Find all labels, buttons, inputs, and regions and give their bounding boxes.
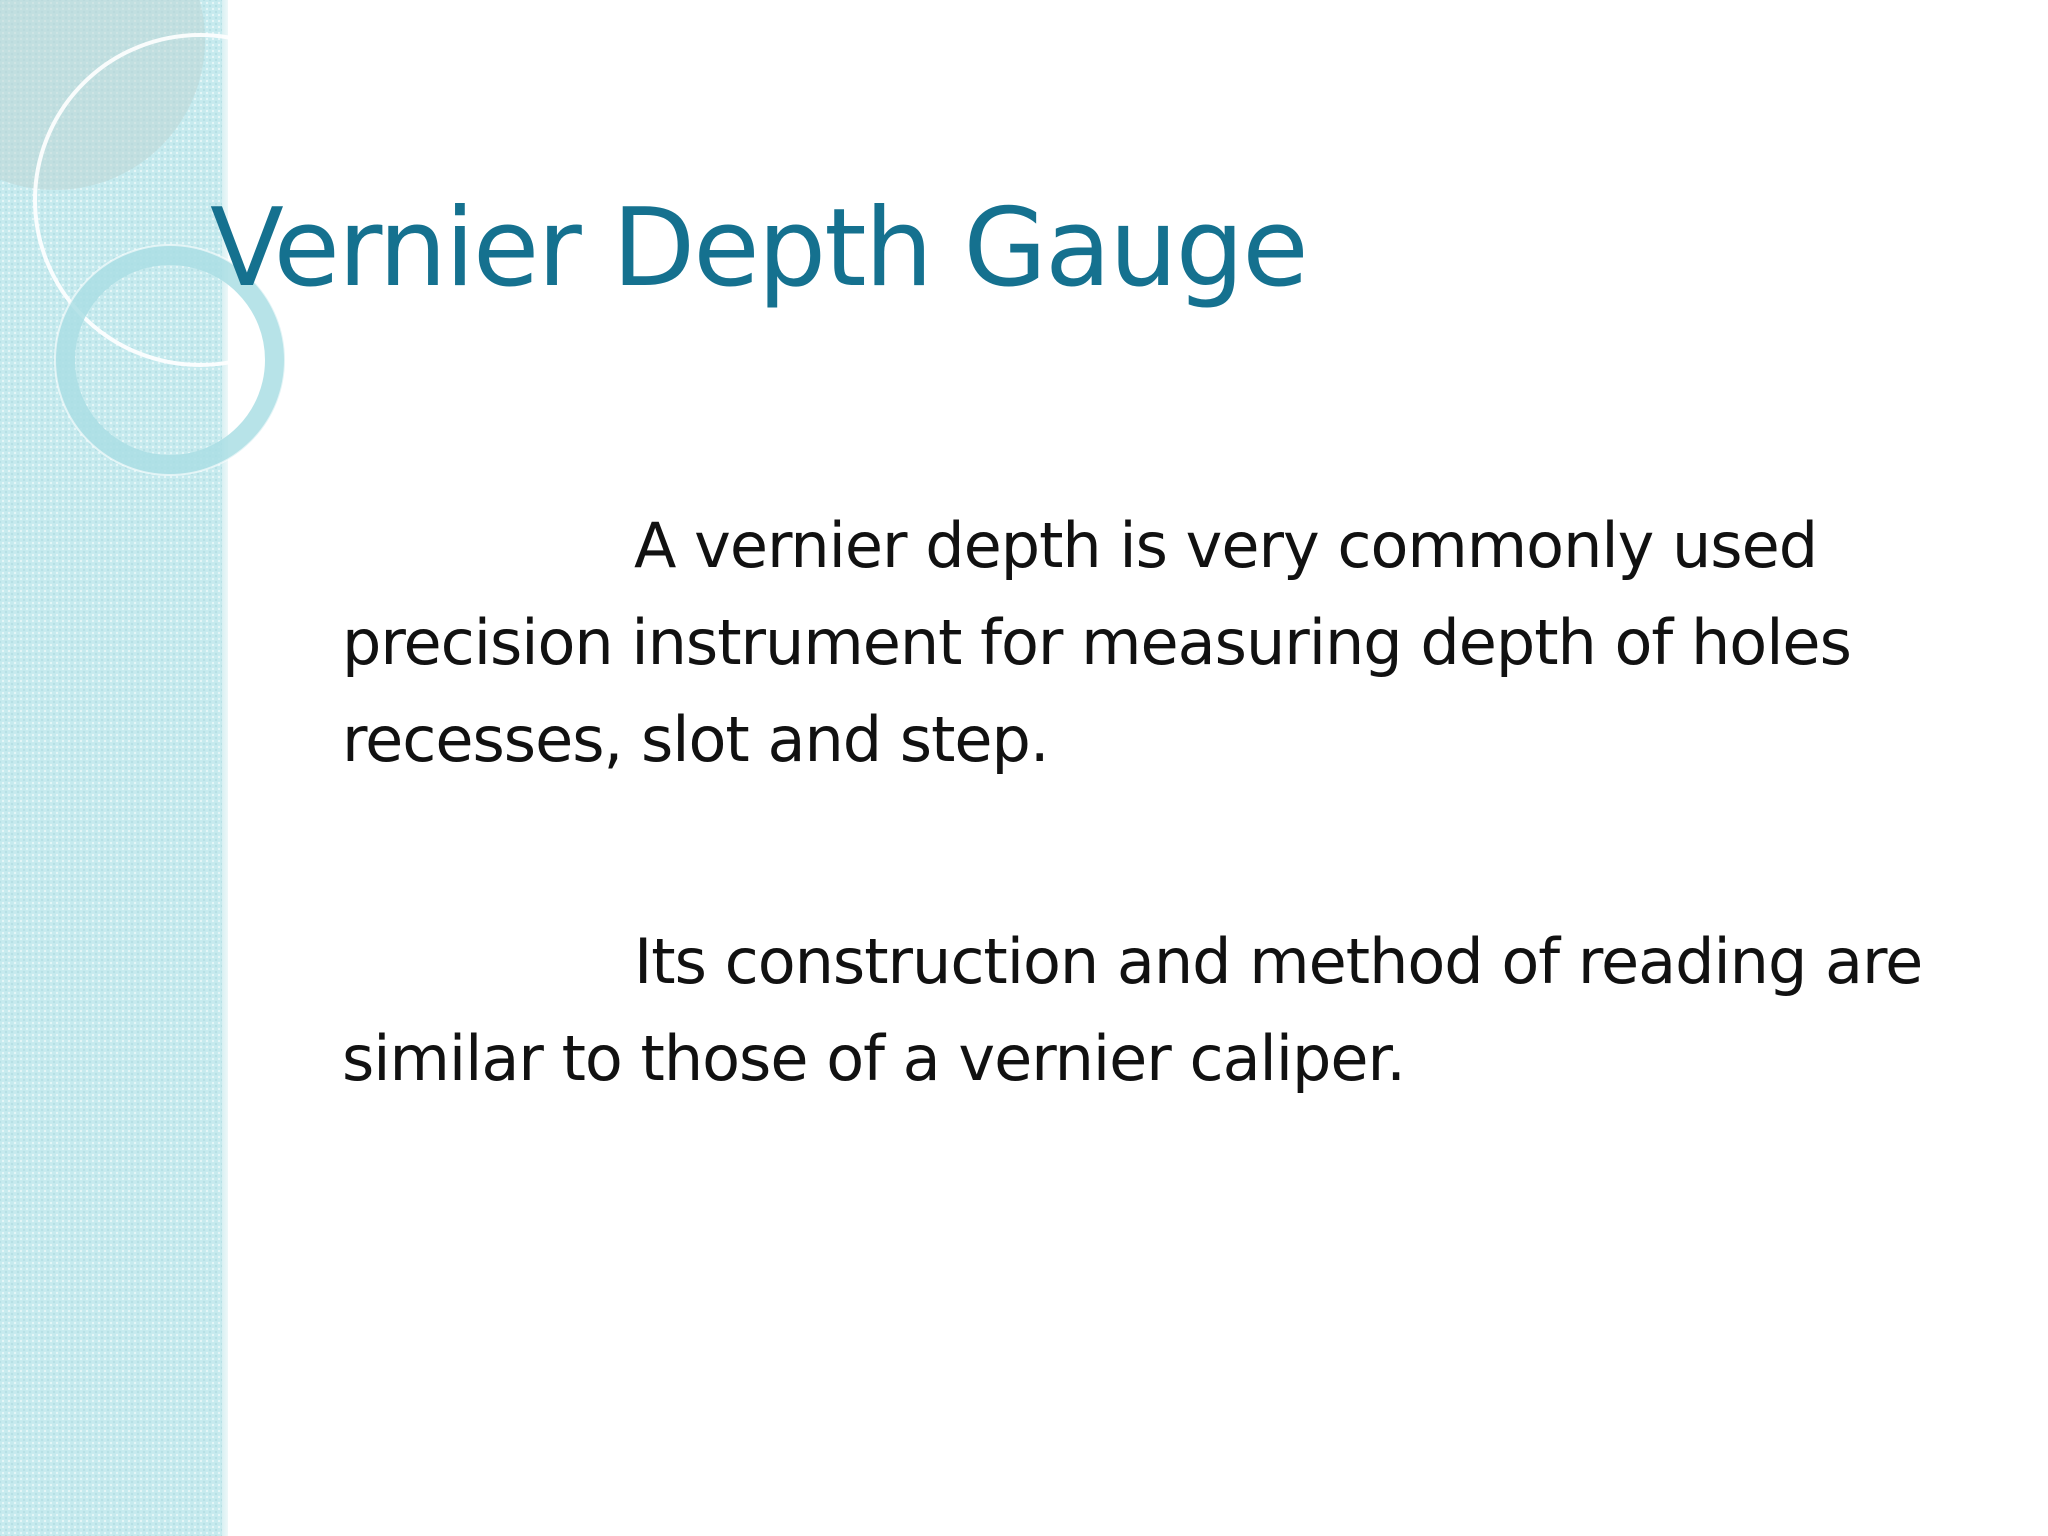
body-paragraph-2: Its construction and method of reading are similar to those of a vernier caliper. — [342, 925, 1923, 1095]
decor-circle-filled — [0, 0, 205, 190]
body-paragraph-1: A vernier depth is very commonly used precision instrument for measuring depth of holes recesses, slot and step. — [342, 509, 1851, 776]
slide-title: Vernier Depth Gauge — [210, 186, 1307, 311]
